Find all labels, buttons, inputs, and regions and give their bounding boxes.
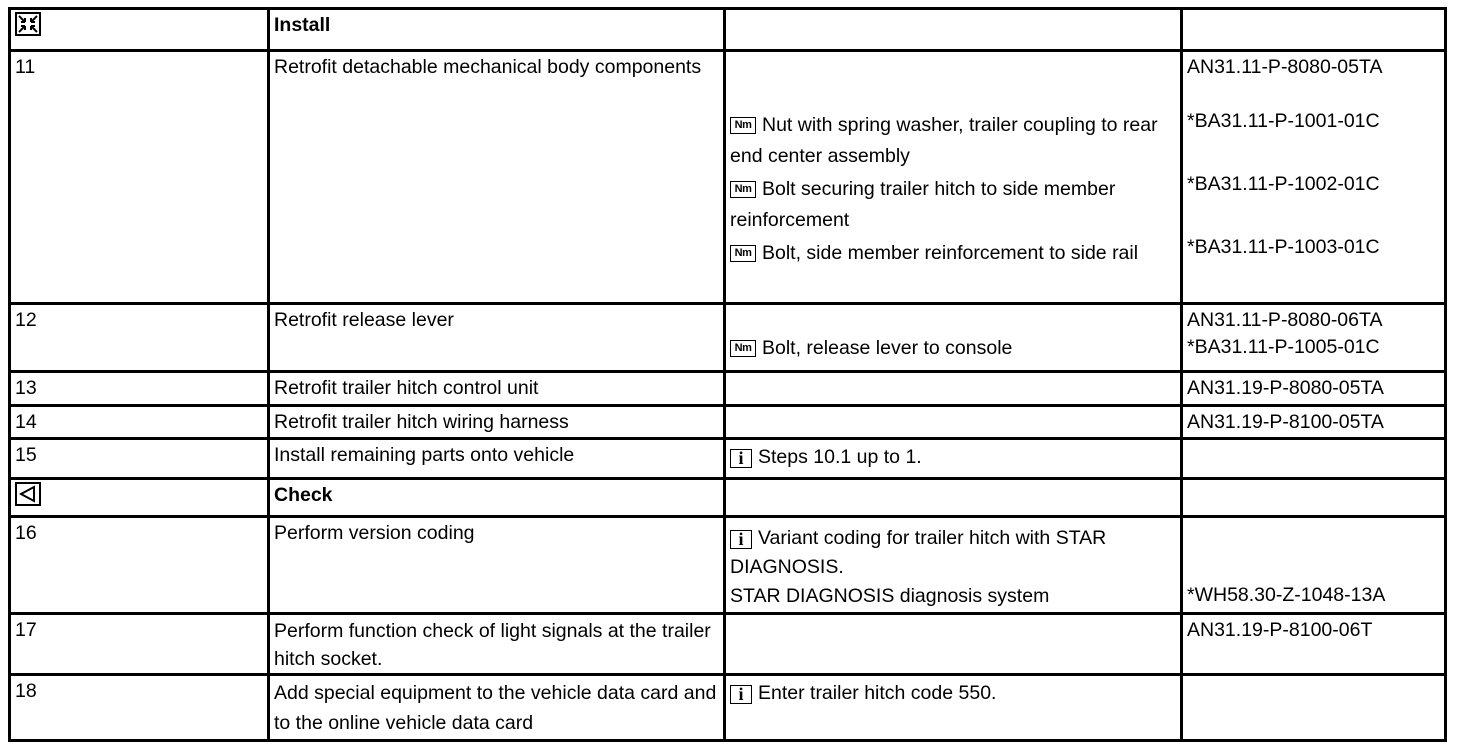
section-row-check [10, 479, 1446, 517]
step-number: 12 [10, 304, 269, 372]
step-number: 14 [10, 406, 269, 439]
info-note: Enter trailer hitch code 550. [758, 682, 997, 704]
section-title-install: Install [269, 9, 725, 51]
empty-cell [725, 372, 1182, 406]
install-symbol-cell [10, 9, 269, 51]
torque-icon: Nm [730, 245, 756, 262]
reference-link[interactable]: AN31.11-P-8080-05TA [1187, 56, 1383, 78]
reference-link[interactable]: *WH58.30-Z-1048-13A [1187, 584, 1386, 606]
operation-text: Add special equipment to the vehicle data card and to the online vehicle data card [269, 675, 725, 741]
step-row-13 [10, 372, 1446, 406]
step-number: 13 [10, 372, 269, 406]
torque-icon: Nm [730, 117, 756, 134]
details-cell [725, 304, 1182, 372]
details-cell [725, 51, 1182, 304]
torque-icon: Nm [730, 340, 756, 357]
torque-item: Bolt securing trailer hitch to side member reinforcement [730, 178, 1116, 231]
info-icon: i [730, 530, 752, 549]
check-symbol-cell [10, 479, 269, 517]
step-row-11 [10, 51, 1446, 304]
torque-item: Nut with spring washer, trailer coupling to rear end center assembly [730, 114, 1158, 167]
empty-cell [725, 406, 1182, 439]
reference-link[interactable]: *BA31.11-P-1005-01C [1187, 336, 1380, 358]
step-number: 17 [10, 614, 269, 675]
operation-text: Retrofit trailer hitch wiring harness [269, 406, 725, 439]
reference-cell [1182, 51, 1446, 304]
reference-cell [1182, 517, 1446, 614]
step-number: 16 [10, 517, 269, 614]
step-row-14 [10, 406, 1446, 439]
operation-text: Retrofit trailer hitch control unit [269, 372, 725, 406]
procedure-table [8, 7, 1447, 742]
reference-link[interactable]: *BA31.11-P-1002-01C [1187, 173, 1380, 195]
section-title-check: Check [269, 479, 725, 517]
operation-text: Retrofit detachable mechanical body components [269, 51, 725, 304]
empty-cell [725, 614, 1182, 675]
empty-cell [725, 9, 1182, 51]
info-note: Steps 10.1 up to 1. [758, 446, 922, 468]
install-arrows-icon [15, 12, 41, 36]
details-cell [725, 439, 1182, 479]
step-number: 18 [10, 675, 269, 741]
reference-cell [1182, 304, 1446, 372]
step-row-18 [10, 675, 1446, 741]
details-cell [725, 517, 1182, 614]
details-cell [725, 675, 1182, 741]
torque-item: Bolt, side member reinforcement to side rail [762, 242, 1139, 264]
step-row-16 [10, 517, 1446, 614]
info-icon: i [730, 685, 752, 704]
empty-cell [1182, 9, 1446, 51]
step-row-12 [10, 304, 1446, 372]
empty-cell [1182, 479, 1446, 517]
reference-link[interactable]: AN31.19-P-8100-05TA [1182, 406, 1446, 439]
special-tool: STAR DIAGNOSIS diagnosis system [730, 585, 1050, 607]
reference-link[interactable]: AN31.19-P-8080-05TA [1182, 372, 1446, 406]
reference-link[interactable]: AN31.19-P-8100-06T [1182, 614, 1446, 675]
operation-text: Retrofit release lever [269, 304, 725, 372]
info-note: Variant coding for trailer hitch with STAR DIAGNOSIS. [730, 527, 1107, 578]
reference-link[interactable]: AN31.11-P-8080-06TA [1187, 309, 1383, 331]
section-row-install [10, 9, 1446, 51]
operation-text: Perform function check of light signals at the trailer hitch socket. [269, 614, 725, 675]
empty-cell [725, 479, 1182, 517]
torque-icon: Nm [730, 181, 756, 198]
step-number: 15 [10, 439, 269, 479]
reference-link[interactable]: *BA31.11-P-1001-01C [1187, 110, 1380, 132]
operation-text: Install remaining parts onto vehicle [269, 439, 725, 479]
info-icon: i [730, 449, 752, 468]
check-triangle-icon [15, 482, 41, 506]
operation-text: Perform version coding [269, 517, 725, 614]
reference-link[interactable]: *BA31.11-P-1003-01C [1187, 236, 1380, 258]
empty-cell [1182, 439, 1446, 479]
step-number: 11 [10, 51, 269, 304]
step-row-15 [10, 439, 1446, 479]
torque-item: Bolt, release lever to console [762, 337, 1013, 359]
empty-cell [1182, 675, 1446, 741]
step-row-17 [10, 614, 1446, 675]
